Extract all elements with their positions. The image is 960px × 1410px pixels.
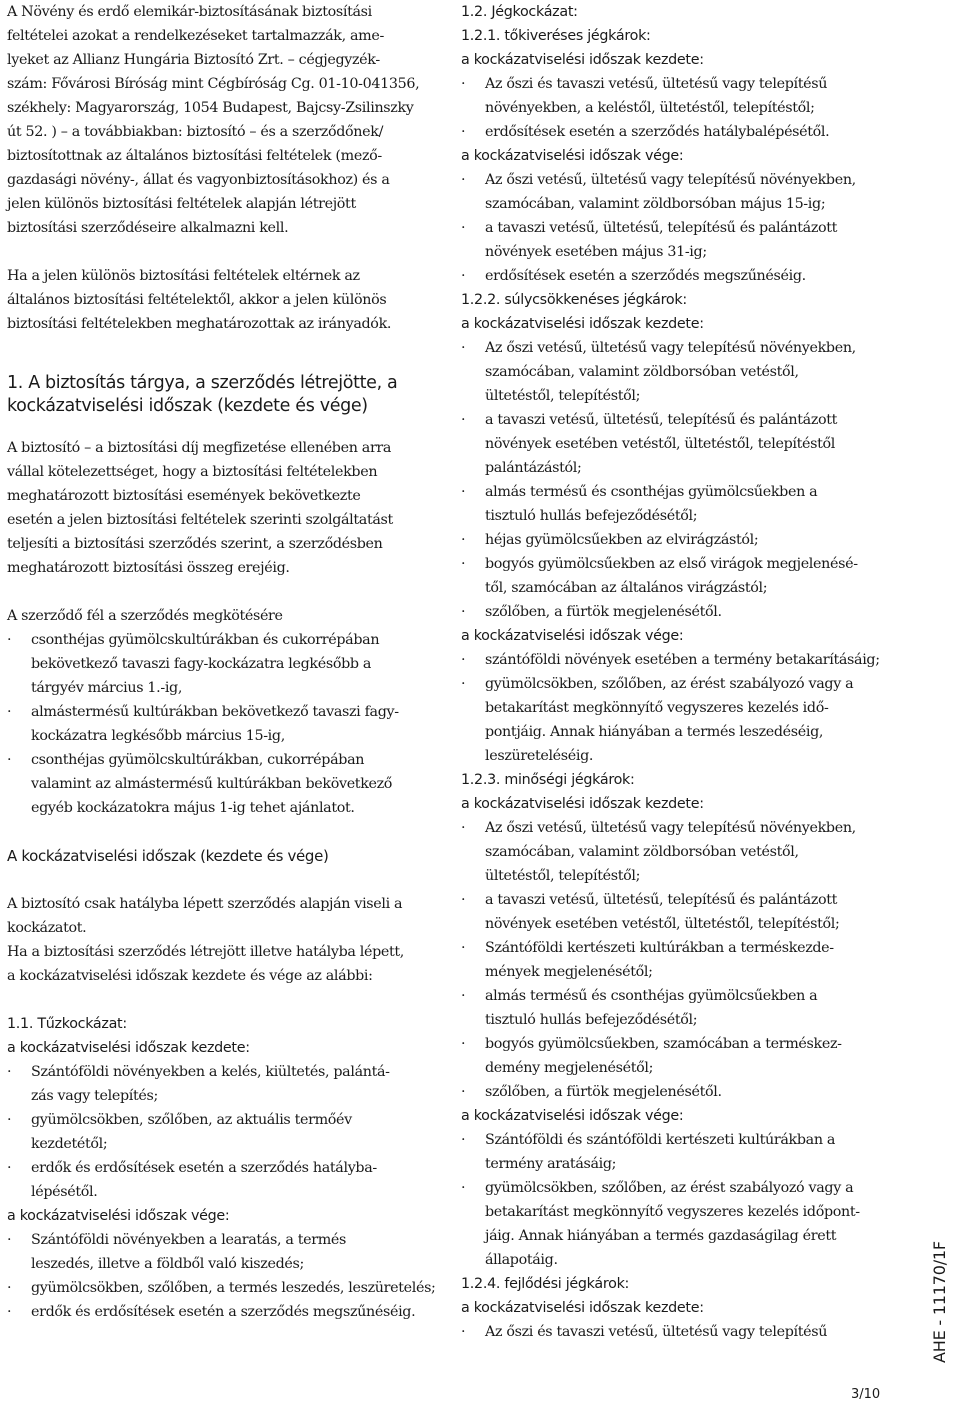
bullet-text: a tavaszi vetésű, ültetésű, telepítésű és palántázott (485, 892, 838, 908)
bullet-item (7, 1300, 437, 1324)
bullet-continuation: mények megjelenésétől; (485, 964, 653, 980)
text-line: általános biztosítási feltételektől, akkor a jelen különös (7, 292, 387, 308)
bullet-item (7, 1156, 437, 1180)
bullet-continuation: egyéb kockázatokra május 1-ig tehet ajánlatot. (31, 800, 355, 816)
bullet-continuation: demény megjelenésétől; (485, 1060, 654, 1076)
page-number: 3/10 (851, 1387, 881, 1402)
bullet-text: Szántóföldi és szántóföldi kertészeti kultúrákban a (485, 1132, 836, 1148)
bullet-marker: · (461, 532, 466, 548)
bullet-text: Az őszi vetésű, ültetésű vagy telepítésű növényekben, (485, 820, 856, 836)
bullet-marker: · (7, 704, 12, 720)
text-line: teljesíti a biztosítási szerződés szerint, a szerződésben (7, 536, 383, 552)
text-line: szám: Fővárosi Bíróság mint Cégbíróság Cg. 01-10-041356, (7, 76, 420, 92)
bullet-marker: · (461, 820, 466, 836)
bullet-continuation: növények esetében vetéstől, ültetéstől, telepítéstől (485, 436, 836, 452)
bullet-item (7, 1276, 437, 1300)
bullet-continuation: termény aratásáig; (485, 1156, 617, 1172)
bullet-text: Az őszi és tavaszi vetésű, ültetésű vagy telepítésű (485, 76, 828, 92)
bullet-continuation: szamócában, valamint zöldborsóban május 15-ig; (485, 196, 826, 212)
bullet-item (461, 1080, 901, 1104)
bullet-item (461, 552, 901, 576)
text-line: biztosítási szerződéseire alkalmazni kell. (7, 220, 289, 236)
bullet-continuation: jáig. Annak hiányában a termés gazdaságilag érett (485, 1228, 837, 1244)
bullet-continuation: ültetéstől, telepítéstől; (485, 868, 641, 884)
section-heading: kockázatviselési időszak (kezdete és vége) (7, 396, 368, 416)
text-line: meghatározott biztosítási összeg erejéig. (7, 560, 290, 576)
bullet-marker: · (7, 1064, 12, 1080)
text-line: lyeket az Allianz Hungária Biztosító Zrt. – cégjegyzék- (7, 52, 380, 68)
bullet-continuation: növényekben, a keléstől, ültetéstől, telepítéstől; (485, 100, 815, 116)
bullet-item (461, 1032, 901, 1056)
bullet-continuation: tisztuló hullás befejeződésétől; (485, 508, 698, 524)
bullet-text: erdők és erdősítések esetén a szerződés megszűnéséig. (31, 1304, 416, 1320)
bullet-text: erdősítések esetén a szerződés megszűnéséig. (485, 268, 806, 284)
bullet-item (461, 408, 901, 432)
bullet-marker: · (461, 940, 466, 956)
bullet-text: gyümölcsökben, szőlőben, az aktuális termőév (31, 1112, 352, 1128)
bullet-text: gyümölcsökben, szőlőben, az érést szabályozó vagy a (485, 1180, 854, 1196)
bullet-item (461, 816, 901, 840)
bullet-continuation: tárgyév március 1.-ig, (31, 680, 183, 696)
bullet-marker: · (461, 988, 466, 1004)
bullet-marker: · (461, 1036, 466, 1052)
bullet-text: erdők és erdősítések esetén a szerződés hatályba- (31, 1160, 377, 1176)
bullet-item (7, 1228, 437, 1252)
bullet-marker: · (461, 676, 466, 692)
text-line: kockázatot. (7, 920, 87, 936)
subheading-line: 1.2.1. tőkiveréses jégkárok: (461, 28, 651, 44)
bullet-continuation: pontjáig. Annak hiányában a termés leszedéséig, (485, 724, 824, 740)
bullet-text: szőlőben, a fürtök megjelenésétől. (485, 1084, 722, 1100)
bullet-continuation: kockázatra legkésőbb március 15-ig, (31, 728, 285, 744)
bullet-marker: · (7, 1160, 12, 1176)
document-code (928, 1241, 960, 1365)
bullet-text: gyümölcsökben, szőlőben, a termés leszedés, leszüretelés; (31, 1280, 436, 1296)
bullet-item (461, 336, 901, 360)
bullet-item (461, 936, 901, 960)
bullet-continuation: tisztuló hullás befejeződésétől; (485, 1012, 698, 1028)
text-line: székhely: Magyarország, 1054 Budapest, Bajcsy-Zsilinszky (7, 100, 414, 116)
bullet-text: csonthéjas gyümölcskultúrákban és cukorrépában (31, 632, 380, 648)
bullet-item (7, 700, 437, 724)
subheading-line: 1.1. Tűzkockázat: (7, 1016, 127, 1032)
bullet-item (461, 528, 901, 552)
bullet-marker: · (461, 220, 466, 236)
bullet-marker: · (7, 1112, 12, 1128)
text-line: A Növény és erdő elemikár-biztosításának biztosítási (7, 4, 372, 20)
text-line: A biztosító – a biztosítási díj megfizetése ellenében arra (7, 440, 392, 456)
bullet-marker: · (461, 268, 466, 284)
bullet-text: almás termésű és csonthéjas gyümölcsűekben a (485, 484, 818, 500)
text-line: út 52. ) – a továbbiakban: biztosító – és a szerződőnek/ (7, 124, 384, 140)
bullet-marker: · (461, 892, 466, 908)
bullet-continuation: ültetéstől, telepítéstől; (485, 388, 641, 404)
text-line: jelen különös biztosítási feltételek alapján létrejött (7, 196, 356, 212)
bullet-marker: · (7, 1280, 12, 1296)
bullet-text: Szántóföldi növényekben a kelés, kiültetés, palántá- (31, 1064, 390, 1080)
bullet-item (461, 480, 901, 504)
left-column (7, 0, 437, 1324)
subheading-line: a kockázatviselési időszak vége: (7, 1208, 230, 1224)
subheading-line: a kockázatviselési időszak vége: (461, 1108, 684, 1124)
bullet-item (461, 264, 901, 288)
bullet-marker: · (7, 632, 12, 648)
bullet-marker: · (461, 1132, 466, 1148)
bullet-item (461, 1128, 901, 1152)
text-line: a kockázatviselési időszak kezdete és vége az alábbi: (7, 968, 373, 984)
bullet-continuation: szamócában, valamint zöldborsóban vetéstől, (485, 364, 799, 380)
bullet-marker: · (461, 124, 466, 140)
bullet-continuation: növények esetében vetéstől, ültetéstől, telepítéstől; (485, 916, 840, 932)
bullet-item (7, 748, 437, 772)
bullet-text: Az őszi vetésű, ültetésű vagy telepítésű növényekben, (485, 340, 856, 356)
bullet-continuation: kezdetétől; (31, 1136, 108, 1152)
bullet-continuation: betakarítást megkönnyítő vegyszeres kezelés időpont- (485, 1204, 860, 1220)
bullet-marker: · (461, 604, 466, 620)
bullet-marker: · (461, 556, 466, 572)
bullet-marker: · (461, 1084, 466, 1100)
bullet-text: héjas gyümölcsűekben az elvirágzástól; (485, 532, 759, 548)
bullet-continuation: állapotáig. (485, 1252, 558, 1268)
bullet-marker: · (461, 1324, 466, 1340)
bullet-item (7, 1060, 437, 1084)
spacer (7, 336, 437, 360)
bullet-text: Az őszi és tavaszi vetésű, ültetésű vagy telepítésű (485, 1324, 828, 1340)
subheading-line: 1.2.4. fejlődési jégkárok: (461, 1276, 630, 1292)
bullet-text: szántóföldi növények esetében a termény betakarításáig; (485, 652, 880, 668)
bullet-text: a tavaszi vetésű, ültetésű, telepítésű és palántázott (485, 220, 838, 236)
bullet-marker: · (461, 652, 466, 668)
section-heading: A kockázatviselési időszak (kezdete és vége) (7, 847, 329, 865)
bullet-text: a tavaszi vetésű, ültetésű, telepítésű és palántázott (485, 412, 838, 428)
bullet-item (461, 216, 901, 240)
bullet-continuation: bekövetkező tavaszi fagy-kockázatra legkésőbb a (31, 656, 372, 672)
text-line: esetén a jelen biztosítási feltételek szerinti szolgáltatást (7, 512, 393, 528)
spacer (7, 360, 437, 372)
bullet-item (461, 984, 901, 1008)
text-line: biztosítási feltételekben meghatározottak az irányadók. (7, 316, 392, 332)
subheading-line: a kockázatviselési időszak kezdete: (461, 796, 704, 812)
bullet-continuation: leszüreteléséig. (485, 748, 594, 764)
bullet-text: Az őszi vetésű, ültetésű vagy telepítésű növényekben, (485, 172, 856, 188)
spacer (7, 988, 437, 1012)
text-line: vállal kötelezettséget, hogy a biztosítási feltételekben (7, 464, 378, 480)
bullet-marker: · (461, 172, 466, 188)
text-line: Ha a jelen különös biztosítási feltételek eltérnek az (7, 268, 360, 284)
subheading-line: a kockázatviselési időszak kezdete: (461, 52, 704, 68)
bullet-text: erdősítések esetén a szerződés hatálybalépésétől. (485, 124, 830, 140)
bullet-text: almástermésű kultúrákban bekövetkező tavaszi fagy- (31, 704, 399, 720)
subheading-line: a kockázatviselési időszak kezdete: (461, 1300, 704, 1316)
bullet-text: Szántóföldi növényekben a learatás, a termés (31, 1232, 347, 1248)
bullet-marker: · (461, 1180, 466, 1196)
bullet-item (461, 168, 901, 192)
text-line: meghatározott biztosítási események bekövetkezte (7, 488, 361, 504)
bullet-continuation: valamint az almástermésű kultúrákban bekövetkező (31, 776, 393, 792)
bullet-item (461, 888, 901, 912)
subheading-line: a kockázatviselési időszak kezdete: (7, 1040, 250, 1056)
bullet-item (461, 120, 901, 144)
bullet-continuation: zás vagy telepítés; (31, 1088, 158, 1104)
text-line: A biztosító csak hatályba lépett szerződés alapján viseli a (7, 896, 403, 912)
bullet-continuation: től, szamócában az általános virágzástól; (485, 580, 768, 596)
bullet-text: csonthéjas gyümölcskultúrákban, cukorrépában (31, 752, 365, 768)
bullet-item (461, 672, 901, 696)
spacer (7, 820, 437, 844)
bullet-text: gyümölcsökben, szőlőben, az érést szabályozó vagy a (485, 676, 854, 692)
spacer (7, 580, 437, 604)
text-line: A szerződő fél a szerződés megkötésére (7, 608, 283, 624)
subheading-line: a kockázatviselési időszak kezdete: (461, 316, 704, 332)
right-column (461, 0, 901, 1344)
subheading-line: 1.2.3. minőségi jégkárok: (461, 772, 635, 788)
subheading-line: a kockázatviselési időszak vége: (461, 628, 684, 644)
subheading-line: 1.2.2. súlycsökkenéses jégkárok: (461, 292, 687, 308)
bullet-item (461, 1320, 901, 1344)
bullet-item (461, 648, 901, 672)
text-line: gazdasági növény-, állat és vagyonbiztosításokhoz) és a (7, 172, 390, 188)
bullet-continuation: betakarítást megkönnyítő vegyszeres kezelés idő- (485, 700, 829, 716)
bullet-marker: · (461, 76, 466, 92)
spacer (7, 868, 437, 892)
bullet-text: szőlőben, a fürtök megjelenésétől. (485, 604, 722, 620)
text-line: Ha a biztosítási szerződés létrejött illetve hatályba lépett, (7, 944, 405, 960)
subheading-line: 1.2. Jégkockázat: (461, 4, 578, 20)
bullet-marker: · (7, 1232, 12, 1248)
bullet-text: almás termésű és csonthéjas gyümölcsűekben a (485, 988, 818, 1004)
section-heading: 1. A biztosítás tárgya, a szerződés létrejötte, a (7, 373, 398, 393)
bullet-continuation: palántázástól; (485, 460, 582, 476)
bullet-continuation: leszedés, illetve a földből való kiszedés; (31, 1256, 304, 1272)
spacer (7, 240, 437, 264)
bullet-marker: · (7, 752, 12, 768)
bullet-text: bogyós gyümölcsűekben az első virágok megjelenésé- (485, 556, 858, 572)
bullet-marker: · (461, 412, 466, 428)
bullet-item (461, 72, 901, 96)
text-line: biztosítottnak az általános biztosítási feltételek (mező- (7, 148, 382, 164)
bullet-text: Szántóföldi kertészeti kultúrákban a terméskezde- (485, 940, 834, 956)
bullet-marker: · (7, 1304, 12, 1320)
subheading-line: a kockázatviselési időszak vége: (461, 148, 684, 164)
spacer (7, 418, 437, 436)
bullet-continuation: szamócában, valamint zöldborsóban vetéstől, (485, 844, 799, 860)
bullet-item (461, 1176, 901, 1200)
bullet-continuation: növények esetében május 31-ig; (485, 244, 707, 260)
bullet-text: bogyós gyümölcsűekben, szamócában a terméskez- (485, 1036, 842, 1052)
document-code-text: AHE - 11170/1F (930, 1241, 949, 1363)
text-line: feltételei azokat a rendelkezéseket tartalmazzák, ame- (7, 28, 384, 44)
bullet-item (7, 1108, 437, 1132)
bullet-marker: · (461, 340, 466, 356)
bullet-item (461, 600, 901, 624)
bullet-continuation: lépésétől. (31, 1184, 98, 1200)
bullet-item (7, 628, 437, 652)
bullet-marker: · (461, 484, 466, 500)
